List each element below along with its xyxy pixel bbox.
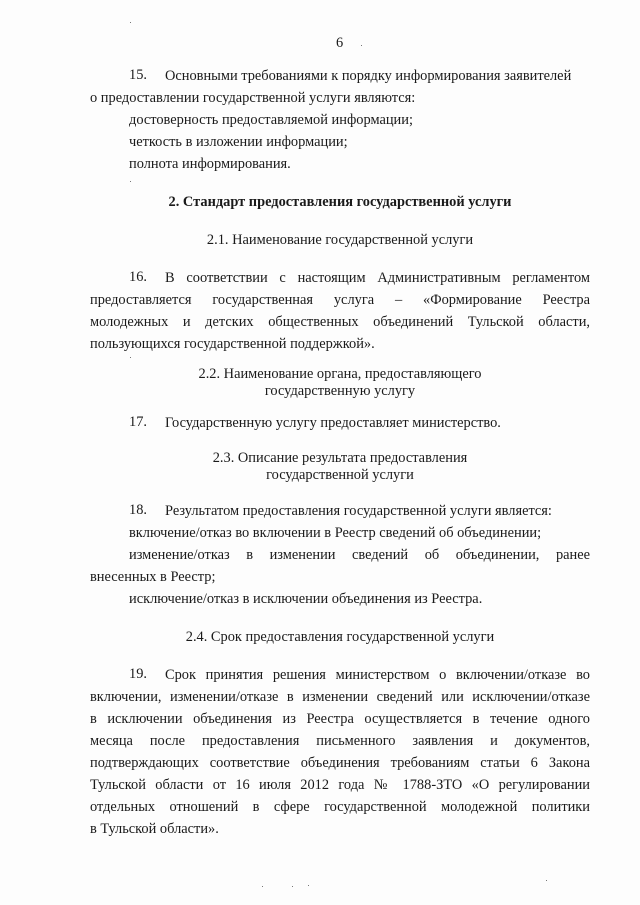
scan-speck	[262, 886, 263, 887]
paragraph-text-line: Государственную услугу предоставляет министерство.	[165, 415, 501, 431]
list-item: четкость в изложении информации;	[129, 134, 348, 150]
list-item: внесенных в Реестр;	[90, 569, 216, 585]
scan-speck	[361, 45, 362, 46]
paragraph-text-line: включении, изменении/отказе в изменении сведений или исключении/отказе	[90, 689, 590, 705]
paragraph-text-line: в исключении объединения из Реестра осуществляется в течение одного	[90, 711, 590, 727]
paragraph-text-line: Основными требованиями к порядку информирования заявителей	[165, 68, 572, 84]
paragraph-text-line: месяца после предоставления письменного заявления и документов,	[90, 733, 590, 749]
scan-speck	[308, 885, 309, 886]
scan-speck	[130, 357, 131, 358]
paragraph-text-line: в Тульской области».	[90, 821, 219, 837]
list-item: полнота информирования.	[129, 156, 291, 172]
subsection-title: 2.2. Наименование органа, предоставляющего	[198, 366, 482, 382]
subsection-title: 2.4. Срок предоставления государственной услуги	[185, 629, 495, 645]
paragraph-number: 19.	[129, 666, 147, 682]
paragraph-text-line: Срок принятия решения министерством о включении/отказе во	[165, 667, 590, 683]
scan-speck	[546, 880, 547, 881]
subsection-title: 2.3. Описание результата предоставления	[212, 450, 468, 466]
list-item: достоверность предоставляемой информации;	[129, 112, 413, 128]
page-number: 6	[336, 35, 344, 51]
paragraph-number: 15.	[129, 67, 147, 83]
paragraph-text-line: предоставляется государственная услуга – «Формирование Реестра	[90, 292, 590, 308]
paragraph-text-line: пользующихся государственной поддержкой».	[90, 336, 375, 352]
scan-speck	[130, 181, 131, 182]
paragraph-text-line: молодежных и детских общественных объединений Тульской области,	[90, 314, 590, 330]
paragraph-text-line: о предоставлении государственной услуги являются:	[90, 90, 416, 106]
list-item: изменение/отказ в изменении сведений об объединении, ранее	[129, 547, 590, 563]
paragraph-text-line: Результатом предоставления государственной услуги является:	[165, 503, 552, 519]
paragraph-text-line: Тульской области от 16 июля 2012 года № 1788-ЗТО «О регулировании	[90, 777, 590, 793]
paragraph-text-line: отдельных отношений в сфере государственной молодежной политики	[90, 799, 590, 815]
scan-speck	[292, 886, 293, 887]
scan-speck	[130, 22, 131, 23]
paragraph-text-line: подтверждающих соответствие объединения требованиям статьи 6 Закона	[90, 755, 590, 771]
section-title: 2. Стандарт предоставления государственной услуги	[168, 194, 512, 210]
paragraph-number: 16.	[129, 269, 147, 285]
subsection-title: государственной услуги	[266, 467, 414, 483]
paragraph-text-line: В соответствии с настоящим Административным регламентом	[165, 270, 590, 286]
paragraph-number: 18.	[129, 502, 147, 518]
subsection-title: государственную услугу	[264, 383, 416, 399]
list-item: исключение/отказ в исключении объединения из Реестра.	[129, 591, 483, 607]
subsection-title: 2.1. Наименование государственной услуги	[206, 232, 474, 248]
paragraph-number: 17.	[129, 414, 147, 430]
list-item: включение/отказ во включении в Реестр сведений об объединении;	[129, 525, 542, 541]
